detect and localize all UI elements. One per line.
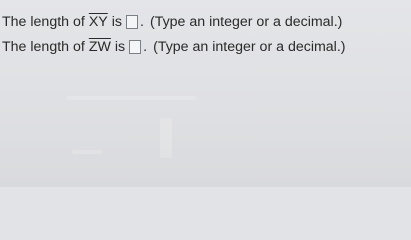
background-artifact [72,150,102,154]
answer-hint: (Type an integer or a decimal.) [149,14,343,30]
question-verb: is [114,39,126,55]
question-period: . [140,14,144,30]
segment-label-zw: $\overline{ZW}$ [88,39,111,55]
question-row-zw [2,37,346,57]
question-prefix: The length of [2,39,85,55]
background-artifact [160,118,172,158]
answer-input-xy[interactable] [126,15,138,29]
question-verb: is [111,14,123,30]
question-prefix: The length of [2,14,85,30]
answer-hint: (Type an integer or a decimal.) [153,39,346,55]
background-artifact [66,96,196,100]
segment-label-xy: $\overline{XY}$ [88,14,108,30]
answer-input-zw[interactable] [129,40,141,54]
question-row-xy [2,12,342,32]
question-period: . [143,39,148,55]
